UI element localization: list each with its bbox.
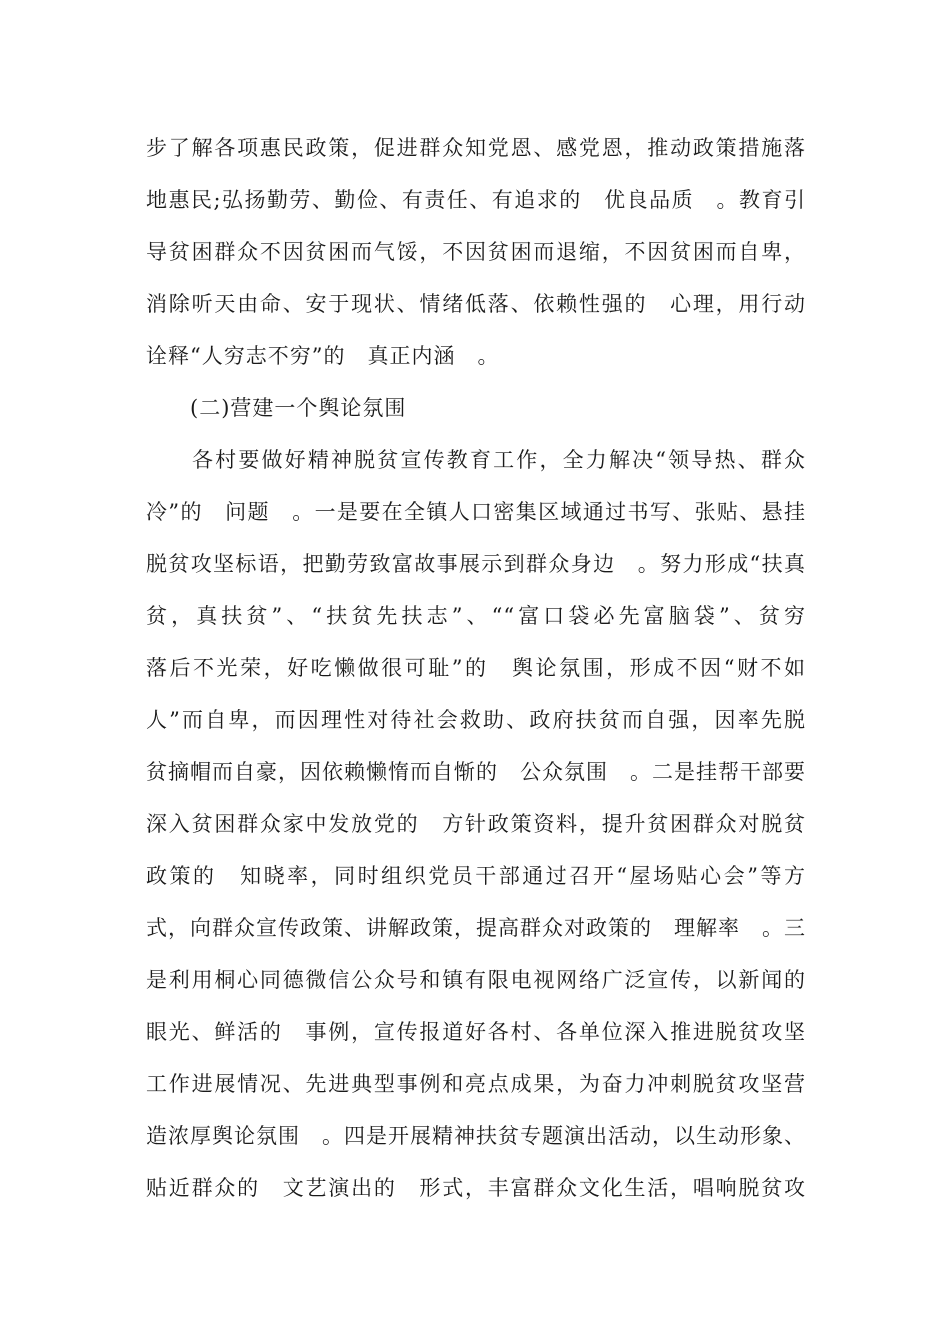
body-text-line: 冷”的 问题 。一是要在全镇人口密集区域通过书写、张贴、悬挂	[146, 500, 806, 524]
body-text-line: 贫，真扶贫”、“扶贫先扶志”、““富口袋必先富脑袋”、贫穷	[146, 604, 806, 628]
body-text-line: 是利用桐心同德微信公众号和镇有限电视网络广泛宣传，以新闻的	[146, 968, 806, 992]
body-text-line: 落后不光荣，好吃懒做很可耻”的 舆论氛围，形成不因“财不如	[146, 656, 806, 680]
section-heading: (二)营建一个舆论氛围	[190, 396, 407, 420]
body-text-line: 步了解各项惠民政策，促进群众知党恩、感党恩，推动政策措施落	[146, 136, 806, 160]
body-text-line: 深入贫困群众家中发放党的 方针政策资料，提升贫困群众对脱贫	[146, 812, 806, 836]
body-text-line: 眼光、鲜活的 事例，宣传报道好各村、各单位深入推进脱贫攻坚	[146, 1020, 806, 1044]
body-text-line: 式，向群众宣传政策、讲解政策，提高群众对政策的 理解率 。三	[146, 916, 806, 940]
body-text-line: 政策的 知晓率，同时组织党员干部通过召开“屋场贴心会”等方	[146, 864, 806, 888]
body-text-line: 贫摘帽而自豪，因依赖懒惰而自惭的 公众氛围 。二是挂帮干部要	[146, 760, 806, 784]
body-text-line: 导贫困群众不因贫困而气馁，不因贫困而退缩，不因贫困而自卑，	[146, 240, 806, 264]
body-text-line: 贴近群众的 文艺演出的 形式，丰富群众文化生活，唱响脱贫攻	[146, 1176, 806, 1200]
body-text-line: 各村要做好精神脱贫宣传教育工作，全力解决“领导热、群众	[192, 448, 806, 472]
body-text-line: 脱贫攻坚标语，把勤劳致富故事展示到群众身边 。努力形成“扶真	[146, 552, 806, 576]
body-text-line: 地惠民;弘扬勤劳、勤俭、有责任、有追求的 优良品质 。教育引	[146, 188, 806, 212]
body-text-line: 消除听天由命、安于现状、情绪低落、依赖性强的 心理，用行动	[146, 292, 806, 316]
body-text-line: 人”而自卑，而因理性对待社会救助、政府扶贫而自强，因率先脱	[146, 708, 806, 732]
body-text-line: 工作进展情况、先进典型事例和亮点成果，为奋力冲刺脱贫攻坚营	[146, 1072, 806, 1096]
body-text-line: 造浓厚舆论氛围 。四是开展精神扶贫专题演出活动，以生动形象、	[146, 1124, 806, 1148]
body-text-line: 诠释“人穷志不穷”的 真正内涵 。	[146, 344, 500, 368]
